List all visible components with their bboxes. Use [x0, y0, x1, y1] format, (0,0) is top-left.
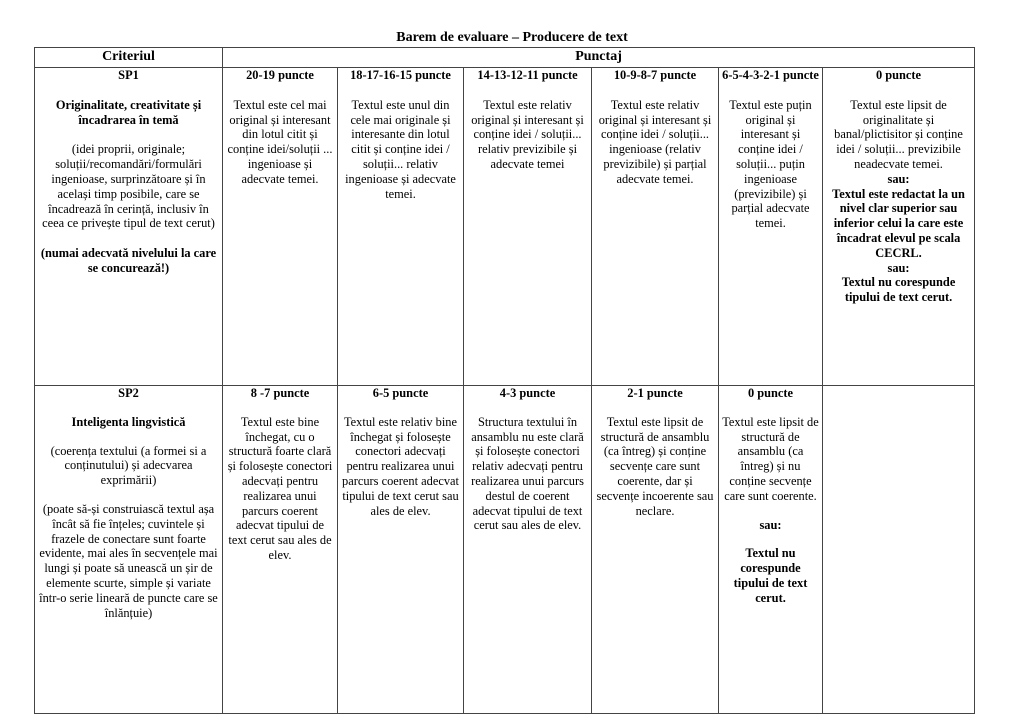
header-row: [35, 48, 975, 68]
sp1-level-cell: [592, 68, 719, 386]
sp1-level-score: 10-9-8-7 puncte: [613, 68, 697, 82]
sp1-zero-text1: Textul este lipsit de originalitate și banal/plictisitor și conține idei / soluții... previzibile neadecvate temei.: [834, 97, 963, 171]
sp1-criterion-cell: [35, 68, 223, 386]
sp2-level-score: 8 -7 puncte: [250, 386, 310, 400]
sp1-level-text: Textul este unul din cele mai originale și interesante din lotul citit și conține idei / soluții... relativ ingenioase și adecvate temei.: [345, 97, 456, 201]
sp1-level-text: Textul este puțin original și interesant și conține idei / soluții... puțin ingenioase (previzibile) și parțial adecvate temei.: [729, 97, 812, 231]
sp1-level-score: 20-19 puncte: [246, 68, 314, 82]
sp2-code: SP2: [118, 386, 139, 400]
sp2-level-score: 6-5 puncte: [372, 386, 429, 400]
sp2-level-text: Structura textului în ansamblu nu este clară și folosește conectori relativ adecvați pentru realizarea unui parcurs destul de coerent adecvat tipului de text cerut sau ales de elev.: [471, 414, 584, 533]
sp1-level-text: Textul este relativ original și interesant și conține idei / soluții... ingenioase (relativ previzibile) și parțial adecvate temei.: [598, 97, 712, 186]
sp1-level-score: 6-5-4-3-2-1 puncte: [722, 68, 819, 82]
sp1-zero-text2: Textul este redactat la un nivel clar superior sau inferior celui la care este încadrat elevul pe scala CECRL.: [832, 186, 965, 260]
sp1-level-cell: [464, 68, 592, 386]
criteriu-header: Criteriul: [35, 48, 223, 68]
sp2-description-1: (coerența textului (a formei si a conținutului) și adecvarea exprimării): [50, 443, 207, 488]
sp2-zero-text2: Textul nu corespunde tipului de text cerut.: [733, 546, 808, 605]
sp2-name: Inteligenta lingvistică: [71, 414, 186, 429]
sp1-level-cell: [338, 68, 464, 386]
sp1-row: [35, 68, 975, 386]
sp1-level-cell: [223, 68, 338, 386]
sp1-level-text: Textul este cel mai original și interesant din lotul citit și conține idei/soluții ... ingenioase și adecvate temei.: [227, 97, 333, 186]
sp2-level-text: Textul este lipsit de structură de ansamblu (ca întreg) și conține secvențe care sunt coerente, dar și secvențe incoerente sau neclare.: [596, 414, 714, 518]
sp1-name: Originalitate, creativitate și încadrarea în temă: [55, 97, 202, 127]
sp1-zero-sau2: sau:: [887, 260, 910, 275]
sp1-zero-score: 0 puncte: [875, 68, 922, 82]
sp2-zero-cell: [719, 386, 823, 714]
sp1-level-text: Textul este relativ original și interesant și conține idei / soluții... relativ previzibile și adecvate temei: [471, 97, 584, 171]
sp2-zero-text1: Textul este lipsit de structură de ansamblu (ca întreg) și nu conține secvențe care sunt coerente.: [722, 414, 819, 503]
sp2-empty-cell: [823, 386, 975, 714]
sp1-zero-sau1: sau:: [887, 171, 910, 186]
sp2-description-2: (poate să-și construiască textul așa încât să fie înțeles; cuvintele și frazele de conectare sunt foarte evidente, mai ales în secvențele mai lungi și poate să unească un șir de elemente scurte, simple și variate într-o serie lineară de puncte care se înlănțuie): [39, 501, 218, 620]
rubric-table: [34, 47, 975, 714]
punctaj-header: Punctaj: [223, 48, 975, 68]
sp2-level-text: Textul este relativ bine închegat și folosește conectori adecvați pentru realizarea unui parcurs coerent adecvat tipului de text cerut sau ales de elev.: [342, 414, 459, 518]
sp2-zero-score: 0 puncte: [747, 386, 794, 400]
sp2-level-score: 2-1 puncte: [627, 386, 683, 400]
page-title: Barem de evaluare – Producere de text: [396, 30, 628, 45]
sp1-note: (numai adecvată nivelului la care se concurează!): [40, 246, 217, 275]
sp1-code: SP1: [118, 68, 139, 82]
sp1-zero-text3: Textul nu corespunde tipului de text cerut.: [841, 275, 956, 305]
sp2-level-text: Textul este bine închegat, cu o structură foarte clară și folosește conectori adecvați pentru realizarea unui parcurs coerent adecvat tipului de text cerut sau ales de elev.: [227, 414, 333, 562]
sp2-zero-sau: sau:: [759, 517, 782, 532]
sp1-level-cell: [719, 68, 823, 386]
sp2-level-cell: [338, 386, 464, 714]
sp1-zero-cell: [823, 68, 975, 386]
sp2-criterion-cell: [35, 386, 223, 714]
sp2-row: [35, 386, 975, 714]
sp2-level-cell: [592, 386, 719, 714]
sp1-level-score: 14-13-12-11 puncte: [477, 68, 578, 82]
sp2-level-cell: [464, 386, 592, 714]
sp1-description: (idei proprii, originale; soluții/recomandări/formulări ingenioase, surprinzătoare și în același timp posibile, care se încadrează în cerință, inclusiv în ceea ce privește tipul de text cerut): [42, 142, 215, 231]
sp2-level-cell: [223, 386, 338, 714]
sp1-level-score: 18-17-16-15 puncte: [350, 68, 451, 82]
sp2-level-score: 4-3 puncte: [499, 386, 556, 400]
